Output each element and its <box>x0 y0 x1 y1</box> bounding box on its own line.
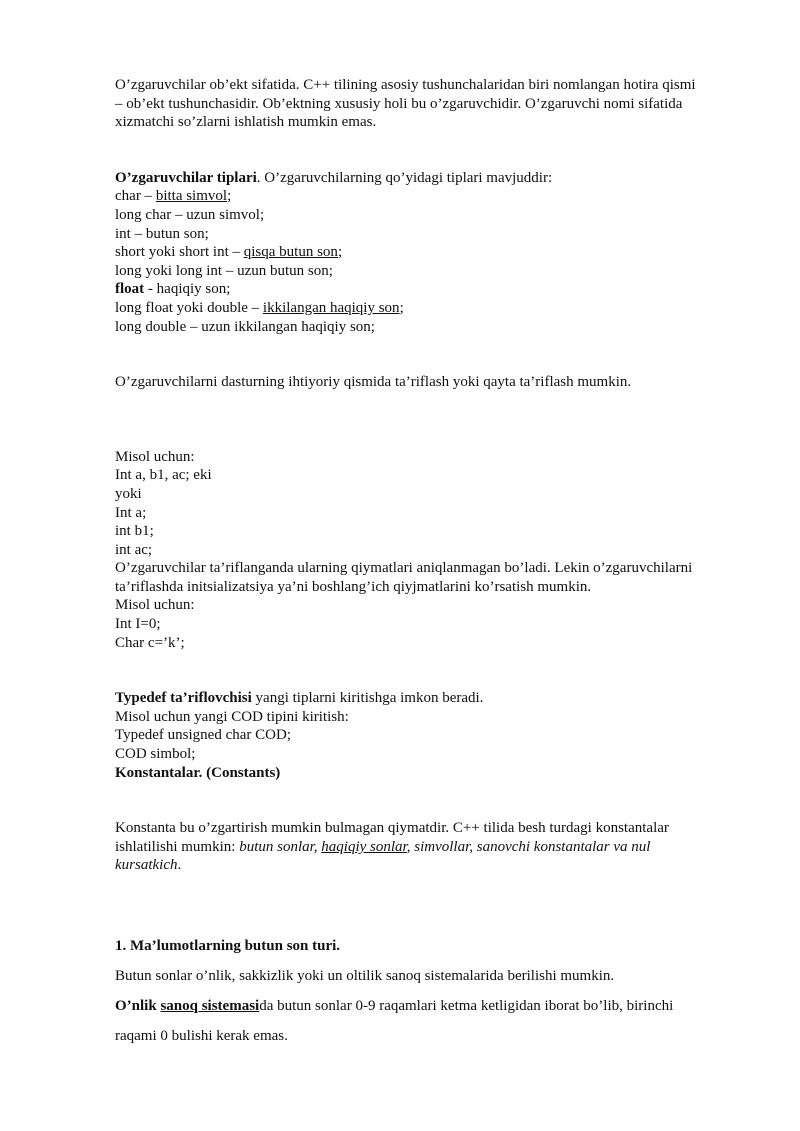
section-1-p1: Butun sonlar o’nlik, sakkizlik yoki un oltilik sanoq sistemalarida berilishi mumkin. <box>115 968 615 984</box>
type-double-prefix: long float yoki double – <box>115 299 263 316</box>
types-section <box>115 169 740 336</box>
example-section <box>115 448 740 653</box>
type-long-double: long double – uzun ikkilangan haqiqiy son; <box>115 318 375 335</box>
constants-italic-2: , simvollar, sanovchi konstantalar va nul <box>406 838 651 855</box>
type-char-suffix: ; <box>227 188 232 205</box>
example-label-2: Misol uchun: <box>115 597 195 614</box>
section-1-p2-rest: da butun sonlar 0-9 raqamlari ketma ketligidan iborat bo’lib, birinchi <box>259 998 674 1014</box>
section-1-heading <box>115 931 740 961</box>
constants-italic-1: butun sonlar <box>239 838 314 855</box>
type-short-link[interactable]: qisqa butun son <box>243 244 338 261</box>
type-long: long yoki long int – uzun butun son; <box>115 262 333 279</box>
section-1-p2 <box>115 991 740 1021</box>
type-char-prefix: char – <box>115 188 156 205</box>
typedef-heading: Typedef ta’riflovchisi <box>115 690 252 707</box>
type-char-link[interactable]: bitta simvol <box>155 188 228 205</box>
section-1-p2-bold: O’nlik <box>115 998 161 1014</box>
typedef-line <box>115 689 740 708</box>
constants-paragraph <box>115 819 740 875</box>
constants-line-3 <box>115 856 740 875</box>
intro-paragraph <box>115 76 740 132</box>
section-1 <box>115 931 740 1051</box>
code-line: Typedef unsigned char COD; <box>115 727 291 744</box>
type-float-rest: - haqiqiy son; <box>144 281 231 298</box>
example-label: Misol uchun: <box>115 448 195 465</box>
constants-heading <box>115 764 740 783</box>
type-long-char: long char – uzun simvol; <box>115 206 265 223</box>
intro-line-1: O’zgaruvchilar ob’ekt sifatida. C++ tilining asosiy tushunchalaridan biri nomlangan hotira qismi <box>115 77 696 93</box>
intro-line-2: – ob’ekt tushunchasidir. Ob’ektning xususiy holi bu o’zgaruvchidir. O’zgaruvchi nomi sifatida <box>115 95 683 112</box>
intro-line-3: xizmatchi so’zlarni ishlatish mumkin emas. <box>115 114 377 131</box>
constants-line-3-end: . <box>177 857 182 874</box>
constants-line-2 <box>115 838 740 857</box>
type-double <box>115 299 740 318</box>
types-heading-line <box>115 169 740 188</box>
code-line: Int a, b1, ac; eki <box>115 467 212 484</box>
code-line: Char c=’k’; <box>115 634 185 651</box>
constants-line-2-plain: ishlatilishi mumkin: <box>115 838 240 855</box>
code-line: int b1; <box>115 523 154 540</box>
code-line: int ac; <box>115 541 153 558</box>
constants-sep: , <box>313 838 322 855</box>
document-page <box>115 76 740 1051</box>
section-1-p2-link[interactable]: sanoq sistemasi <box>160 998 260 1014</box>
type-int: int – butun son; <box>115 225 209 242</box>
type-double-suffix: ; <box>399 299 404 316</box>
type-float-bold: float <box>115 281 145 298</box>
constants-link[interactable]: haqiqiy sonlar <box>321 838 407 855</box>
constants-italic-3: kursatkich <box>115 857 178 874</box>
section-1-heading-text: 1. Ma’lumotlarning butun son turi. <box>115 938 341 954</box>
type-short-prefix: short yoki short int – <box>115 244 244 261</box>
type-char <box>115 187 740 206</box>
code-line: Int a; <box>115 504 147 521</box>
types-heading-rest: . O’zgaruvchilarning qo’yidagi tiplari mavjuddir: <box>256 169 553 186</box>
init-line-1: O’zgaruvchilar ta’riflanganda ularning qiymatlari aniqlanmagan bo’ladi. Lekin o’zgaruvchilarni <box>115 560 693 577</box>
type-short-suffix: ; <box>337 244 343 261</box>
init-line-2: ta’riflashda initsializatsiya ya’ni boshlang’ich qiyjmatlarini ko’rsatish mumkin. <box>115 578 592 595</box>
type-short <box>115 243 740 262</box>
code-line: COD simbol; <box>115 746 196 763</box>
code-line: yoki <box>115 485 142 502</box>
typedef-section <box>115 689 740 782</box>
section-1-p3: raqami 0 bulishi kerak emas. <box>115 1028 288 1044</box>
code-line: Int I=0; <box>115 616 161 633</box>
typedef-example-label: Misol uchun yangi COD tipini kiritish: <box>115 708 349 725</box>
types-heading: O’zgaruvchilar tiplari <box>115 169 257 186</box>
constants-heading-text: Konstantalar. (Constants) <box>115 764 281 781</box>
constants-line-1: Konstanta bu o’zgartirish mumkin bulmagan qiymatdir. C++ tilida besh turdagi konstantalar <box>115 820 669 837</box>
typedef-rest: yangi tiplarni kiritishga imkon beradi. <box>251 690 484 707</box>
type-float <box>115 280 740 299</box>
type-double-link[interactable]: ikkilangan haqiqiy son <box>262 299 400 316</box>
declare-note: O’zgaruvchilarni dasturning ihtiyoriy qismida ta’riflash yoki qayta ta’riflash mumkin. <box>115 374 632 391</box>
